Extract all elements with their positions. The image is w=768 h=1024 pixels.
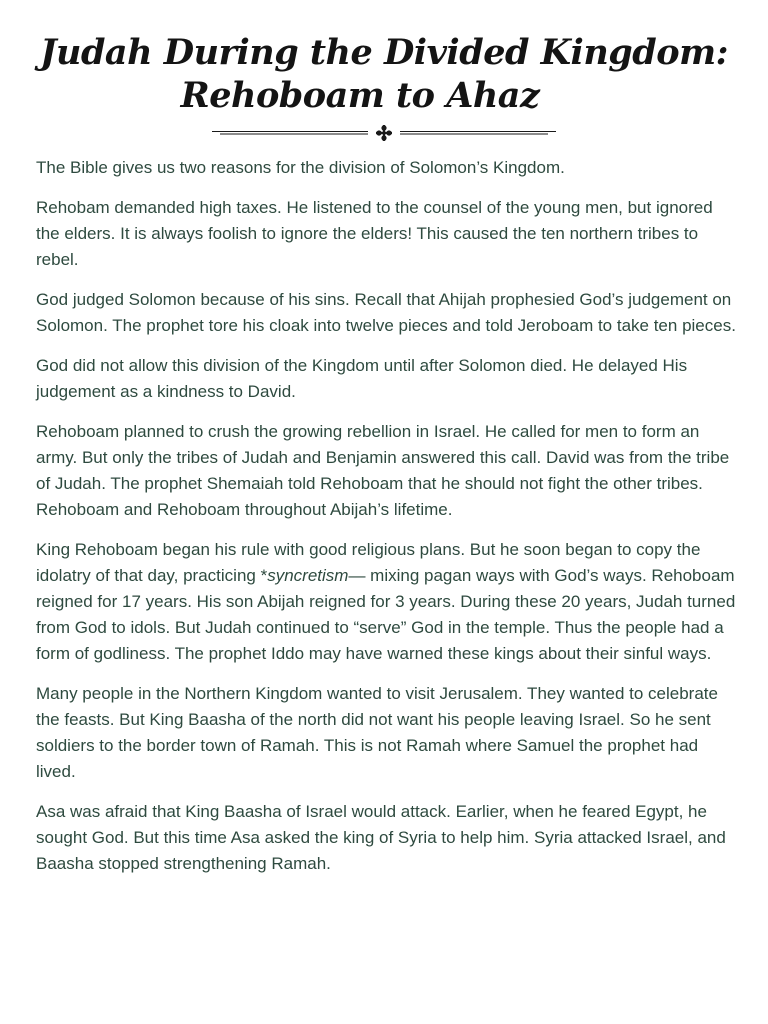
paragraph-division-reasons: The Bible gives us two reasons for the division of Solomon’s Kingdom. (36, 158, 565, 177)
syncretism-text-after: — mixing pagan ways with God’s ways. Rehoboam reigned for 17 years. His son Abijah reigned for 3 years. During these 20 years, Judah turned from God to idols. But Judah continued to “serve” God in the temple. Thus the people had a form of godliness. The prophet Iddo may have warned these kings about their sinful ways. (36, 566, 736, 663)
syncretism-term: syncretism (267, 566, 349, 585)
page-title-line-1: Judah During the Divided Kingdom: (39, 32, 729, 73)
ornamental-divider (210, 123, 558, 143)
fleuron-cross-icon (376, 125, 392, 141)
paragraph-asa-afraid: Asa was afraid that King Baasha of Israel would attack. Earlier, when he feared Egypt, he sought God. But this time Asa asked the king of Syria to help him. Syria attacked Israel, and Baasha stopped strengthening Ramah. (36, 802, 726, 873)
article-body (36, 155, 736, 891)
syncretism-text-before: King Rehoboam began his rule with good religious plans. But he soon began to copy the idolatry of that day, practicing * (36, 540, 701, 585)
paragraph-rehobam-taxes: Rehobam demanded high taxes. He listened to the counsel of the young men, but ignored the elders. It is always foolish to ignore the elders! This caused the ten northern tribes to rebel. (36, 198, 713, 269)
paragraph-delayed-judgement: God did not allow this division of the Kingdom until after Solomon died. He delayed His judgement as a kindness to David. (36, 356, 688, 401)
page-title-line-2: Rehoboam to Ahaz (180, 75, 540, 116)
paragraph-northern-kingdom: Many people in the Northern Kingdom wanted to visit Jerusalem. They wanted to celebrate the feasts. But King Baasha of the north did not want his people leaving Israel. So he sent soldiers to the border town of Ramah. This is not Ramah where Samuel the prophet had lived. (36, 684, 718, 781)
paragraph-rebellion-plan: Rehoboam planned to crush the growing rebellion in Israel. He called for men to form an army. But only the tribes of Judah and Benjamin answered this call. David was from the tribe of Judah. The prophet Shemaiah told Rehoboam that he should not fight the other tribes. Rehoboam and Rehoboam throughout Abijah’s lifetime. (36, 422, 730, 519)
paragraph-syncretism (36, 537, 736, 667)
paragraph-god-judged-solomon: God judged Solomon because of his sins. Recall that Ahijah prophesied God’s judgement on Solomon. The prophet tore his cloak into twelve pieces and told Jeroboam to take ten pieces. (36, 290, 736, 335)
